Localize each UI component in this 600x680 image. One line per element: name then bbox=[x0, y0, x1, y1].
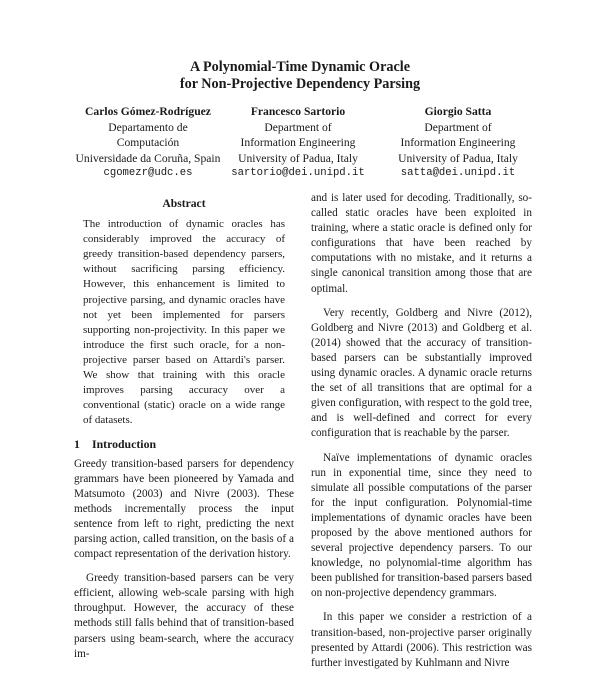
abstract-text: The introduction of dynamic oracles has considerably improved the accuracy of greedy transition-based dependency parsers, without sacrificing parsing efficiency. However, this enhancement is limited to projective parsing, and dynamic oracles have not yet been implemented for parsers supporting non-projectivity. In this paper we introduce the first such oracle, for a non-projective parser based on Attardi's parser. We show that training with this oracle improves parsing accuracy over a conventional (static) oracle on a wide range of datasets. bbox=[83, 218, 285, 427]
author-affiliation: Department of bbox=[424, 120, 492, 134]
title-line-2: for Non-Projective Dependency Parsing bbox=[179, 75, 421, 92]
author-name: Francesco Sartorio bbox=[250, 105, 346, 118]
author-affiliation: University of Padua, Italy bbox=[238, 151, 358, 165]
author-affiliation: Computación bbox=[116, 136, 180, 149]
author-name: Carlos Gómez-Rodríguez bbox=[85, 105, 211, 118]
title-line-1: A Polynomial-Time Dynamic Oracle bbox=[189, 59, 410, 75]
right-column bbox=[311, 191, 532, 680]
body-paragraph-1: and is later used for decoding. Traditionally, so-called static oracles have been exploited in training, where a static oracle is defined only for configurations that have been reached by computations with no mistake, and it returns a single canonical transition among those that are optimal. bbox=[311, 192, 532, 295]
paper-title bbox=[0, 59, 600, 92]
body-paragraph-4: In this paper we consider a restriction of a transition-based, non-projective parser originally presented by Attardi (2006). This restriction was further investigated by Kuhlmann and Nivre bbox=[311, 611, 532, 669]
author-affiliation: Information Engineering bbox=[400, 136, 516, 149]
section-heading bbox=[74, 437, 294, 452]
body-paragraph-3: Naïve implementations of dynamic oracles run in exponential time, since they need to simulate all possible computations of the parser for the input configuration. Polynomial-time implementations of dynamic oracles have been proposed by the above mentioned authors for several projective dependency parsers. To our knowledge, no polynomial-time algorithm has been published for transition-based parsers based on non-projective dependency grammars. bbox=[311, 451, 532, 600]
body-paragraph-2: Very recently, Goldberg and Nivre (2012), Goldberg and Nivre (2013) and Goldberg et al. (2014) showed that the accuracy of transition-based parsers can be substantially improved using dynamic oracles. A dynamic oracle returns the set of all transitions that are optimal for a given configuration, with respect to the gold tree, and is well-defined and correct for every configuration that is reachable by the parser. bbox=[311, 306, 532, 440]
author-block bbox=[68, 104, 548, 182]
left-column bbox=[74, 196, 294, 671]
author-1 bbox=[68, 104, 228, 182]
section-title: Introduction bbox=[92, 437, 157, 452]
author-affiliation: Universidade da Coruña, Spain bbox=[75, 151, 221, 165]
abstract-heading: Abstract bbox=[162, 197, 206, 210]
intro-paragraph-2: Greedy transition-based parsers can be very efficient, allowing web-scale parsing with high throughput. However, the accuracy of these methods still falls behind that of transition-based parsers using beam-search, where the accuracy im- bbox=[74, 572, 294, 660]
author-email: satta@dei.unipd.it bbox=[400, 167, 516, 179]
author-3 bbox=[368, 104, 548, 182]
intro-paragraph-1: Greedy transition-based parsers for dependency grammars have been pioneered by Yamada and Matsumoto (2003) and Nivre (2003). These methods incrementally process the input sentence from left to right, predicting the next parsing action, called transition, on the basis of a compact representation of the derivation history. bbox=[74, 457, 294, 561]
author-email: cgomezr@udc.es bbox=[103, 167, 193, 179]
author-affiliation: Departamento de bbox=[108, 120, 188, 134]
section-number: 1 bbox=[74, 437, 80, 452]
author-affiliation: Information Engineering bbox=[240, 136, 356, 149]
author-2 bbox=[228, 104, 368, 182]
author-email: sartorio@dei.unipd.it bbox=[231, 167, 365, 179]
author-affiliation: Department of bbox=[264, 120, 332, 134]
author-name: Giorgio Satta bbox=[424, 105, 492, 118]
author-affiliation: University of Padua, Italy bbox=[398, 151, 518, 165]
